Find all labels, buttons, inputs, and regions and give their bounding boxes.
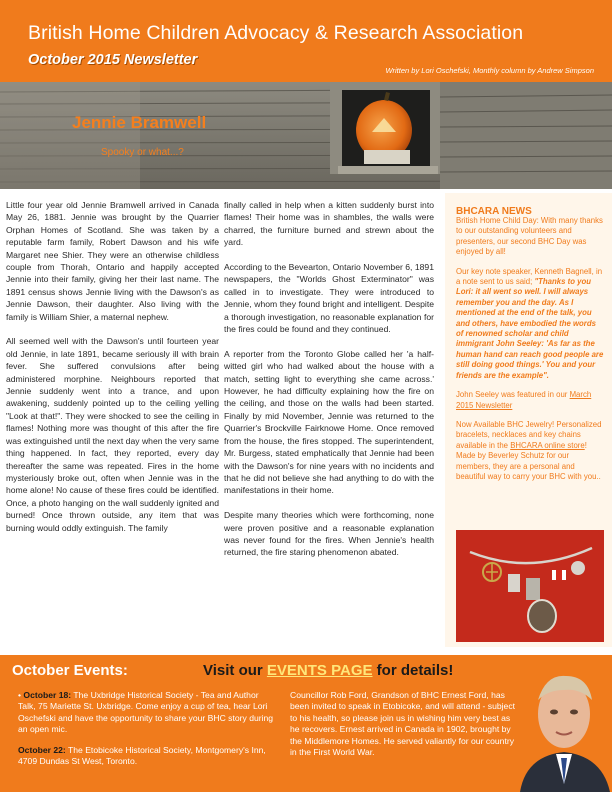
article-subtitle: Spooky or what...? (101, 147, 184, 158)
quote-text: "Thanks to you Lori: it all went so well. I will always remember you and the day. As I mentioned at the end of the talk, you and others, have embodied the words of renowned scholar and child immigrant John Seeley: 'As far as the human hand can reach good people are still doing good things.' You and your friends are the example". (456, 277, 604, 380)
barn-wall-illustration (0, 82, 612, 189)
article-column-1 (6, 199, 219, 546)
newsletter-link[interactable]: March 2015 Newsletter (456, 390, 592, 410)
quote-intro: Our key note speaker, Kenneth Bagnell, in a note sent to us said; (456, 266, 603, 287)
sidebar-paragraph: British Home Child Day: With many thanks to our outstanding volunteers and presenters, our second BHC Day was enjoyed by all! (456, 216, 603, 257)
article-column-2 (224, 199, 434, 571)
event-description: The Etobicoke Historical Society, Montgomery's Inn, 4709 Dundas St West, Toronto. (18, 744, 266, 767)
bracelet-photo (456, 530, 604, 642)
charm-bracelet-illustration (456, 530, 604, 642)
article-paragraph: Despite many theories which were forthcoming, none were proven positive and a reasonable explanation was never found for the fires. When Jennie's health returned, the fire staring phenomenon abated. (224, 510, 434, 558)
councillor-portrait (516, 660, 612, 792)
article-paragraph: A reporter from the Toronto Globe called her 'a half-witted girl who had walked about the house with a match, setting light to everything she came across.' However, he had difficulty explaining how the fire on the ceiling, and those on the walls had been started. Finally by mid November, Jennie was returned to the Quarrier's Brockville Fairknowe Home. Once removed from the house, the fires stopped. The superintendent, Mr. Burgess, stated emphatically that Jennie had been with the Dawson's for nine years with no incidents and that he did not believe she had anything to do with the manifestations in their home. (224, 348, 434, 496)
visit-suffix: for details! (372, 662, 454, 679)
organization-name: British Home Children Advocacy & Research Association (28, 22, 524, 44)
article-paragraph: According to the Bevearton, Ontario November 6, 1891 newspapers, the "Worlds Ghost Exterminator" was called in to investigate. They were introduced to Jennie, whom they found bright and intelligent. Despite a thorough investigation, no reasonable explanation for the fires could be found and they continued. (224, 262, 434, 335)
sidebar-paragraph (456, 390, 604, 411)
article-paragraph: finally called in help when a kitten suddenly burst into flames! Their home was in shambles, the walls were charred, the furniture burned and strewn about the yard. (224, 200, 434, 248)
events-list (18, 690, 274, 776)
sidebar-content (456, 216, 604, 491)
article-paragraph: All seemed well with the Dawson's until fourteen year old Jennie, in late 1891, became seriously ill with brain fever. She suffered convulsions after being administered morphine. Neighbours reported that Jennie suddenly went into a trance, and upon awakening, suddenly pointed up to the ceiling yelling "Look at that!". They were shocked to see the ceiling in flames! Nothing more was thought of this after the fire was extinguished until the next day when the very same thing happened. In fact, they reported, every day thereafter the same was repeated. Fires in the home mysteriously broke out, often when Jennie was in the home alone! No cause of these fires could be identified. Once, a photo hanging on the wall suddenly ignited and burned! Once thrown outside, any item that was burning would oddly extinguish. The family (6, 336, 219, 533)
event-date: October 18: (23, 690, 72, 700)
sidebar-title: BHCARA NEWS (456, 206, 532, 217)
visit-prefix: Visit our (203, 662, 267, 679)
jewelry-text: Now Available BHC Jewelry! Personalized bracelets, necklaces and key chains available in the (456, 419, 602, 450)
event-item: • October 18: The Uxbridge Historical Society - Tea and Author Talk, 75 Mariette St. Uxbridge. Come enjoy a cup of tea, hear Lori Oschefski and have the opportunity to share your BHC story during an open mic. (18, 690, 274, 735)
sidebar-paragraph (456, 420, 604, 482)
event-date: October 22: (18, 744, 66, 755)
article-paragraph: Little four year old Jennie Bramwell arrived in Canada May 26, 1881. Jennie was brought by the Quarrier Orphan Homes of Scotland. She was taken by a reputable farm family, Robert Dawson and his wife Margaret nee Shier. They were an otherwise childless couple from Thorah, Ontario and happily accepted Jennie into their family, giving her their last name. The 1891 census shows Jennie living with the Dawson's as Jennie Dawson, their daughter. Also living with the family is William Shier, a maternal nephew. (6, 200, 219, 322)
event-item (18, 745, 274, 768)
online-store-link[interactable]: BHCARA online store (510, 440, 585, 450)
byline: Written by Lori Oschefski, Monthly column by Andrew Simpson (385, 66, 594, 75)
councillor-note: Councillor Rob Ford, Grandson of BHC Ernest Ford, has been invited to speak in Etobicoke, and will attend - subject to his health, so please join us in wishing him very best as he recovers. Ernest arrived in Canada in 1902, brought by the Middlemore Homes. He served valiantly for our country in the First World War. (290, 690, 516, 758)
jewelry-text-end: ! Made by Beverley Schutz for our members, they are a personal and beautiful way to carry your BHC with you.. (456, 440, 601, 481)
event-description: The Uxbridge Historical Society - Tea and Author Talk, 75 Mariette St. Uxbridge. Come enjoy a cup of tea, hear Lori Oschefski and have the opportunity to share your BHC story during an open mic. (18, 690, 274, 735)
events-title: October Events: (12, 662, 128, 679)
hero-photo (0, 82, 612, 189)
issue-title: October 2015 Newsletter (28, 52, 198, 68)
portrait-illustration (516, 660, 612, 792)
sidebar-paragraph (456, 267, 604, 381)
events-page-line (203, 662, 453, 679)
seeley-text: John Seeley was featured in our (456, 390, 570, 400)
article-title: Jennie Bramwell (72, 113, 207, 132)
events-page-link[interactable]: EVENTS PAGE (266, 662, 373, 679)
